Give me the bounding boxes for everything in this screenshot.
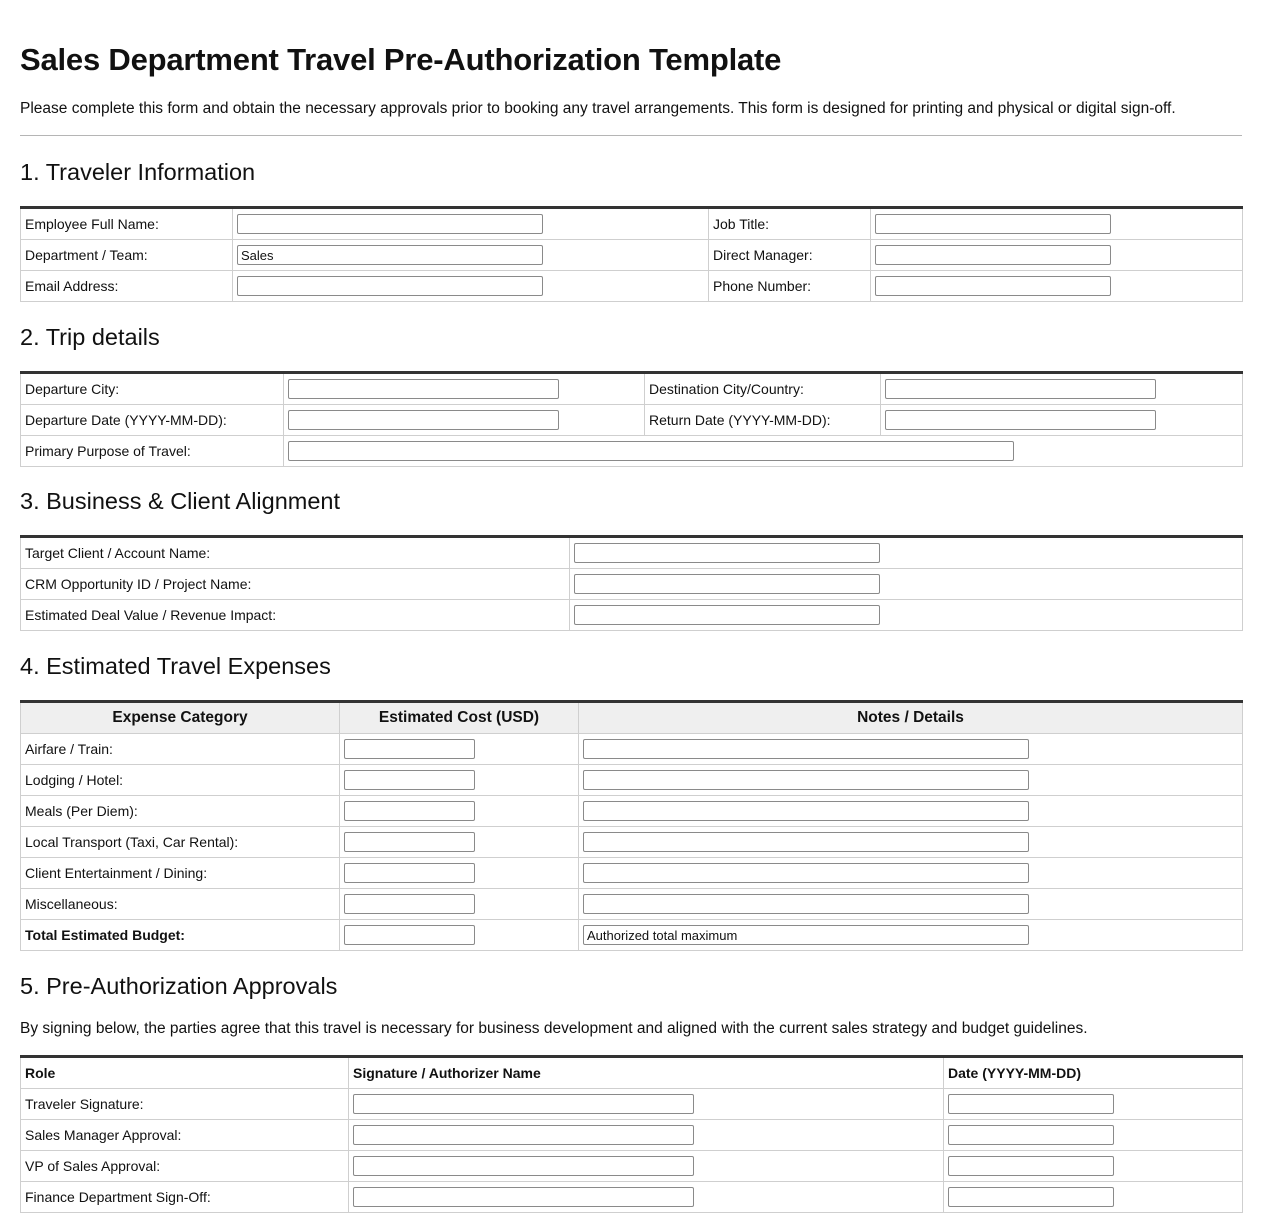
direct-manager-label: Direct Manager:	[709, 240, 871, 271]
employee-name-label: Employee Full Name:	[21, 208, 233, 240]
signature-field[interactable]	[353, 1156, 694, 1176]
section-alignment-heading: 3. Business & Client Alignment	[20, 488, 341, 514]
target-client-field[interactable]	[574, 543, 880, 563]
departure-city-field[interactable]	[288, 379, 559, 399]
table-row	[21, 436, 1243, 467]
section-expenses-heading: 4. Estimated Travel Expenses	[20, 653, 331, 679]
table-row	[21, 537, 1243, 569]
notes-field[interactable]	[583, 863, 1029, 883]
department-field[interactable]: Sales	[237, 245, 543, 265]
table-row	[21, 405, 1243, 436]
approvals-table	[20, 1055, 1243, 1213]
signature-field[interactable]	[353, 1125, 694, 1145]
cost-field[interactable]	[344, 739, 475, 759]
signature-field[interactable]	[353, 1187, 694, 1207]
table-row	[21, 373, 1243, 405]
total-row	[21, 920, 1243, 951]
date-field[interactable]	[948, 1156, 1114, 1176]
table-row	[21, 827, 1243, 858]
date-field[interactable]	[948, 1094, 1114, 1114]
department-label: Department / Team:	[21, 240, 233, 271]
table-row	[21, 734, 1243, 765]
role-label: VP of Sales Approval:	[21, 1151, 349, 1182]
departure-date-field[interactable]	[288, 410, 559, 430]
date-field[interactable]	[948, 1125, 1114, 1145]
cost-field[interactable]	[344, 801, 475, 821]
table-header-row	[21, 1057, 1243, 1089]
client-alignment-table	[20, 535, 1243, 631]
total-cost-field[interactable]	[344, 925, 475, 945]
notes-field[interactable]	[583, 832, 1029, 852]
date-field[interactable]	[948, 1187, 1114, 1207]
traveler-info-table	[20, 206, 1243, 302]
table-row	[21, 1089, 1243, 1120]
expenses-table	[20, 700, 1243, 951]
expense-category-header: Expense Category	[21, 702, 340, 734]
table-row	[21, 208, 1243, 240]
table-row	[21, 600, 1243, 631]
departure-date-label: Departure Date (YYYY-MM-DD):	[21, 405, 284, 436]
cost-field[interactable]	[344, 770, 475, 790]
section-approvals-heading: 5. Pre-Authorization Approvals	[20, 973, 338, 999]
return-date-field[interactable]	[885, 410, 1156, 430]
crm-opportunity-field[interactable]	[574, 574, 880, 594]
section-trip-heading: 2. Trip details	[20, 324, 160, 350]
role-label: Traveler Signature:	[21, 1089, 349, 1120]
consent-text: By signing below, the parties agree that this travel is necessary for business development and aligned with the current sales strategy and budget guidelines.	[20, 1020, 1088, 1037]
departure-city-label: Departure City:	[21, 373, 284, 405]
destination-label: Destination City/Country:	[645, 373, 881, 405]
email-label: Email Address:	[21, 271, 233, 302]
section-traveler-heading: 1. Traveler Information	[20, 159, 256, 185]
table-row	[21, 240, 1243, 271]
total-notes-field[interactable]: Authorized total maximum	[583, 925, 1029, 945]
cost-field[interactable]	[344, 832, 475, 852]
role-label: Finance Department Sign-Off:	[21, 1182, 349, 1213]
trip-details-table	[20, 371, 1243, 467]
table-row	[21, 1151, 1243, 1182]
expense-category-label: Lodging / Hotel:	[21, 765, 340, 796]
date-header: Date (YYYY-MM-DD)	[944, 1057, 1243, 1089]
intro-text: Please complete this form and obtain the necessary approvals prior to booking any travel arrangements. This form is designed for printing and physical or digital sign-off.	[20, 100, 1176, 117]
estimated-cost-header: Estimated Cost (USD)	[340, 702, 579, 734]
job-title-label: Job Title:	[709, 208, 871, 240]
expense-category-label: Meals (Per Diem):	[21, 796, 340, 827]
table-row	[21, 1120, 1243, 1151]
role-header: Role	[21, 1057, 349, 1089]
expense-category-label: Miscellaneous:	[21, 889, 340, 920]
notes-field[interactable]	[583, 801, 1029, 821]
expense-category-label: Airfare / Train:	[21, 734, 340, 765]
purpose-field[interactable]	[288, 441, 1014, 461]
table-row	[21, 796, 1243, 827]
phone-label: Phone Number:	[709, 271, 871, 302]
job-title-field[interactable]	[875, 214, 1111, 234]
purpose-label: Primary Purpose of Travel:	[21, 436, 284, 467]
table-row	[21, 889, 1243, 920]
total-budget-label: Total Estimated Budget:	[21, 920, 340, 951]
notes-field[interactable]	[583, 770, 1029, 790]
table-row	[21, 858, 1243, 889]
deal-value-field[interactable]	[574, 605, 880, 625]
table-row	[21, 765, 1243, 796]
notes-field[interactable]	[583, 739, 1029, 759]
table-header-row	[21, 702, 1243, 734]
table-row	[21, 569, 1243, 600]
email-field[interactable]	[237, 276, 543, 296]
notes-field[interactable]	[583, 894, 1029, 914]
divider	[20, 135, 1242, 136]
expense-category-label: Client Entertainment / Dining:	[21, 858, 340, 889]
employee-name-field[interactable]	[237, 214, 543, 234]
expense-category-label: Local Transport (Taxi, Car Rental):	[21, 827, 340, 858]
return-date-label: Return Date (YYYY-MM-DD):	[645, 405, 881, 436]
cost-field[interactable]	[344, 863, 475, 883]
target-client-label: Target Client / Account Name:	[21, 537, 570, 569]
crm-opportunity-label: CRM Opportunity ID / Project Name:	[21, 569, 570, 600]
page-title: Sales Department Travel Pre-Authorization Template	[20, 42, 782, 77]
signature-field[interactable]	[353, 1094, 694, 1114]
direct-manager-field[interactable]	[875, 245, 1111, 265]
notes-header: Notes / Details	[579, 702, 1243, 734]
role-label: Sales Manager Approval:	[21, 1120, 349, 1151]
phone-field[interactable]	[875, 276, 1111, 296]
deal-value-label: Estimated Deal Value / Revenue Impact:	[21, 600, 570, 631]
signature-header: Signature / Authorizer Name	[349, 1057, 944, 1089]
table-row	[21, 271, 1243, 302]
cost-field[interactable]	[344, 894, 475, 914]
table-row	[21, 1182, 1243, 1213]
destination-field[interactable]	[885, 379, 1156, 399]
